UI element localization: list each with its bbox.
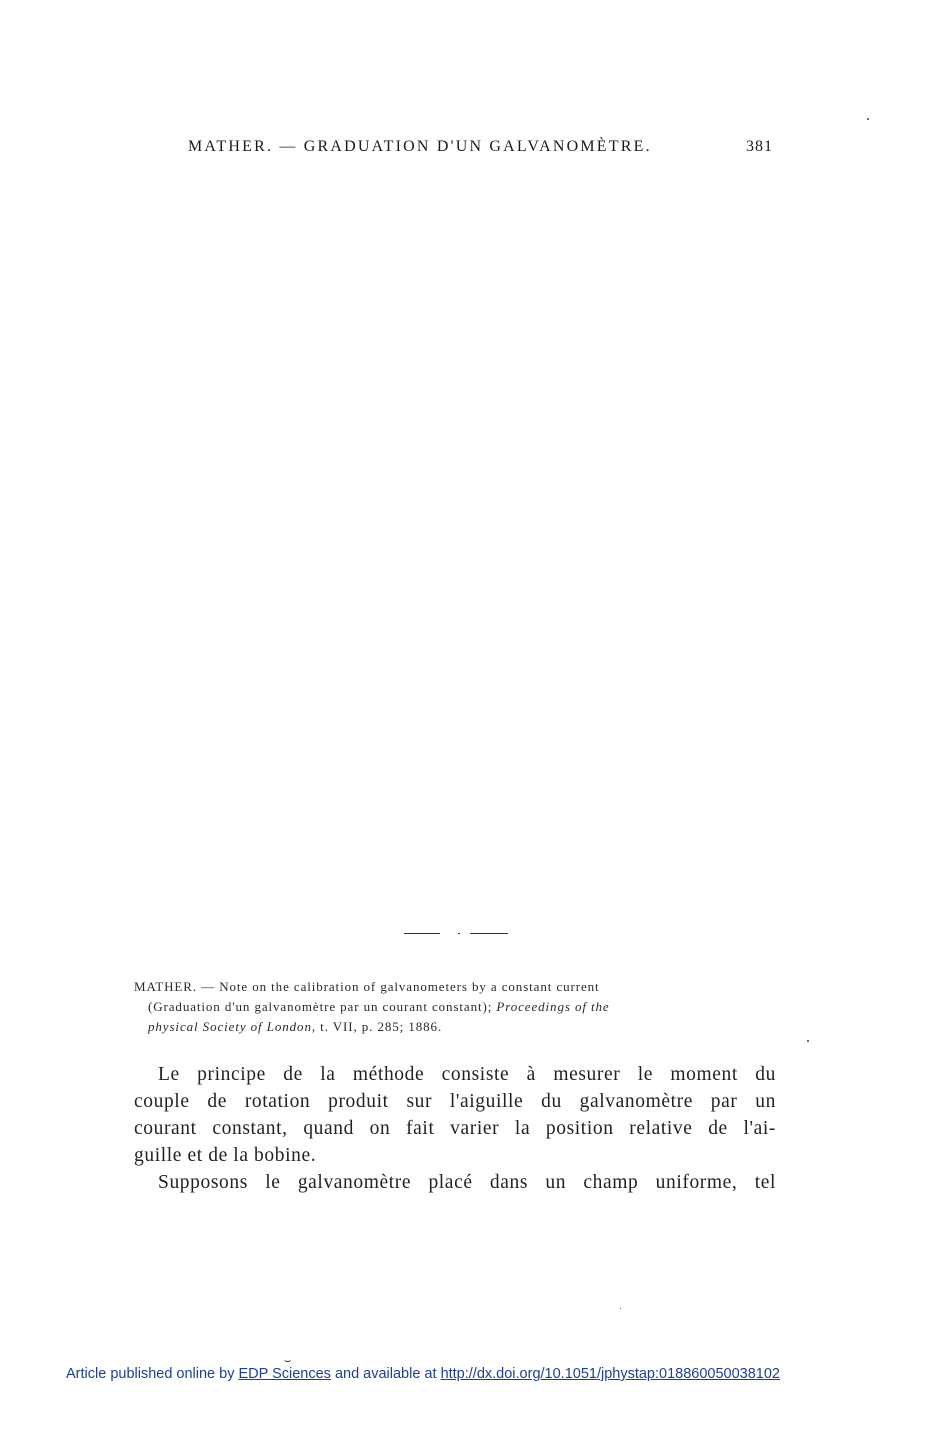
paragraph-line: courant constant, quand on fait varier la position relative de l'ai- [134, 1118, 776, 1139]
paragraph-line: guille et de la bobine. [134, 1145, 317, 1166]
publisher-footer [66, 1366, 866, 1382]
running-title: MATHER. — GRADUATION D'UN GALVANOMÈTRE. [188, 138, 652, 155]
stray-mark: ⌣ [284, 1354, 292, 1367]
journal-title-continued: physical Society of London, [148, 1019, 316, 1034]
doi-link[interactable]: http://dx.doi.org/10.1051/jphystap:018860050038102 [440, 1366, 780, 1382]
reference-text: (Graduation d'un galvanomètre par un courant constant); [148, 999, 493, 1014]
body-text [134, 1061, 776, 1196]
reference-line: MATHER. — Note on the calibration of galvanometers by a constant current [134, 979, 600, 994]
footer-prefix: Article published online by [66, 1366, 239, 1382]
bibliographic-reference [134, 977, 776, 1037]
publisher-link[interactable]: EDP Sciences [238, 1366, 331, 1382]
reference-line [134, 997, 776, 1017]
section-separator [404, 933, 508, 937]
paragraph-line: Supposons le galvanomètre placé dans un champ uniforme, tel [158, 1172, 776, 1193]
stray-dot [620, 1308, 621, 1309]
footer-middle: and available at [330, 1366, 441, 1382]
stray-dot [867, 118, 869, 120]
reference-line [134, 1017, 776, 1037]
paragraph-line: Le principe de la méthode consiste à mesurer le moment du [158, 1064, 776, 1085]
paragraph-line: couple de rotation produit sur l'aiguille du galvanomètre par un [134, 1091, 776, 1112]
page-number: 381 [746, 138, 773, 155]
volume-page-year: t. VII, p. 285; 1886. [320, 1019, 443, 1034]
stray-dot [807, 1040, 809, 1042]
journal-title: Proceedings of the [496, 999, 610, 1014]
